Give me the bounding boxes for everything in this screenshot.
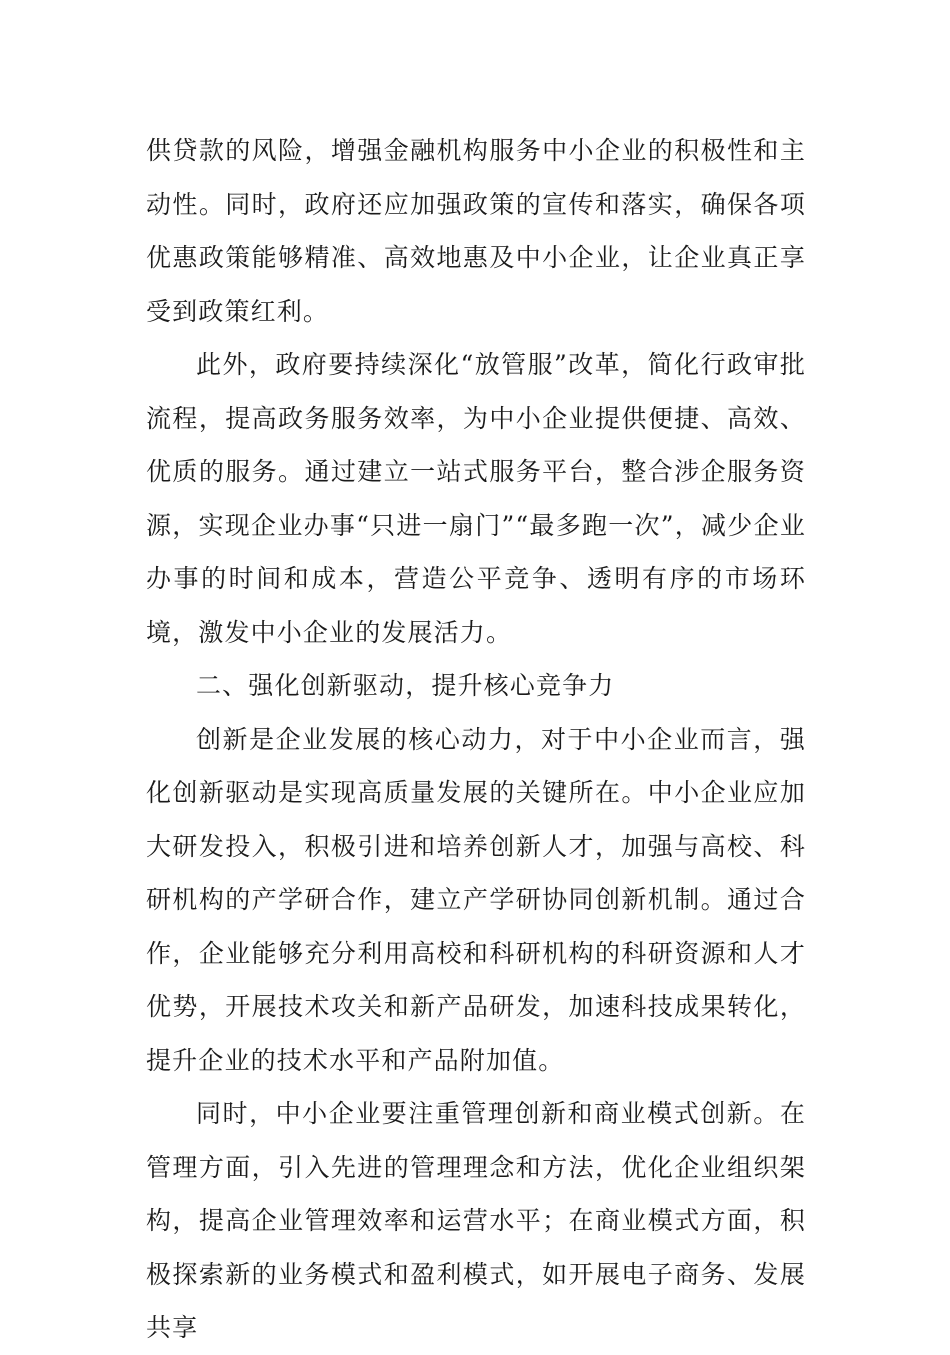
section-heading: 二、强化创新驱动，提升核心竞争力 xyxy=(196,671,615,700)
paragraph-2: 此外，政府要持续深化“放管服”改革，简化行政审批流程，提高政务服务效率，为中小企业提供便捷、高效、优质的服务。通过建立一站式服务平台，整合涉企服务资源，实现企业办事“只进一扇门”“最多跑一次”，减少企业办事的时间和成本，营造公平竞争、透明有序的市场环境，激发中小企业的发展活力。 xyxy=(146,350,806,647)
document-body xyxy=(146,124,806,1355)
paragraph-4: 同时，中小企业要注重管理创新和商业模式创新。在管理方面，引入先进的管理理念和方法，优化企业组织架构，提高企业管理效率和运营水平；在商业模式方面，积极探索新的业务模式和盈利模式，如开展电子商务、发展共享 xyxy=(146,1099,806,1342)
paragraph-1: 供贷款的风险，增强金融机构服务中小企业的积极性和主动性。同时，政府还应加强政策的宣传和落实，确保各项优惠政策能够精准、高效地惠及中小企业，让企业真正享受到政策红利。 xyxy=(146,136,806,326)
paragraph-3: 创新是企业发展的核心动力，对于中小企业而言，强化创新驱动是实现高质量发展的关键所在。中小企业应加大研发投入，积极引进和培养创新人才，加强与高校、科研机构的产学研合作，建立产学研协同创新机制。通过合作，企业能够充分利用高校和科研机构的科研资源和人才优势，开展技术攻关和新产品研发，加速科技成果转化，提升企业的技术水平和产品附加值。 xyxy=(146,724,806,1075)
